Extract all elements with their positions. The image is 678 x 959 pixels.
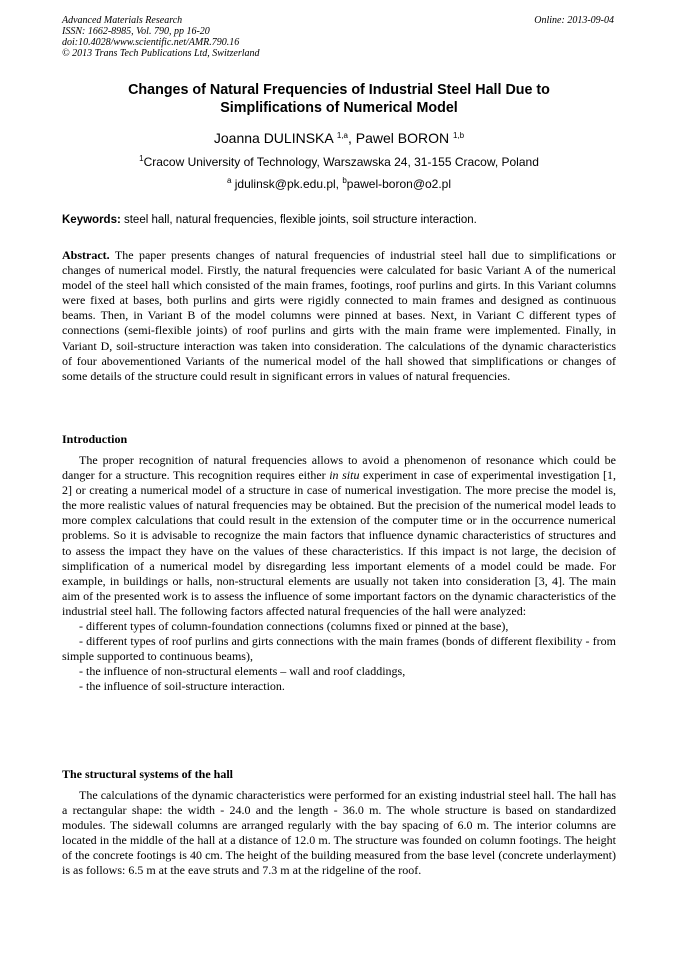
abstract-text: The paper presents changes of natural frequencies of industrial steel hall due to simplifications or changes of numerical model. Firstly, the natural frequencies were calculated for basic Variant A of the numerical model of the steel hall which consisted of the main frames, footings, roof purlins and girts. In this Variant columns were fixed at bases, both purlins and girts were rigidly connected to main frames and designed as continuous beams. Then, in Variant B of the model columns were pinned at bases. Next, in Variant C different types of connections (semi-flexible joints) of roof purlins and girts with the main frame were implemented. Finally, in Variant D, soil-structure interaction was taken into consideration. The calculations of the dynamic characteristics of four abovementioned Variants of the numerical model of the hall showed that simplifications or changes of some details of the structure could result in significant errors in values of natural frequencies. [62,248,616,383]
list-item: - different types of roof purlins and girts connections with the main frames (bonds of different flexibility - from simple supported to continuous beams), [62,634,616,664]
structural-section [62,767,616,879]
affiliation [62,155,616,170]
email-b: pawel-boron@o2.pl [346,177,452,191]
journal-header [62,15,260,59]
email-a: jdulinsk@pk.edu.pl, [231,177,343,191]
list-item: - the influence of non-structural elements – wall and roof claddings, [79,664,406,679]
abstract-label: Abstract. [62,248,110,262]
title-line-1: Changes of Natural Frequencies of Industrial Steel Hall Due to [128,82,550,98]
author-separator: , [347,130,356,146]
keywords-text: steel hall, natural frequencies, flexible joints, soil structure interaction. [120,214,477,226]
structural-heading: The structural systems of the hall [62,767,233,781]
affiliation-text: Cracow University of Technology, Warszawska 24, 31-155 Cracow, Poland [143,155,539,169]
structural-paragraph: The calculations of the dynamic characteristics were performed for an existing industrial steel hall. The hall has a rectangular shape: the width - 24.0 and the length - 36.0 m. The whole structure is based on standardized modules. The sidewall columns are arranged regularly with the bay spacing of 6.0 m. The interior columns are located in the middle of the hall at a distance of 12.0 m. The structure was founded on column footings. The height of the concrete footings is 40 cm. The height of the building measured from the base level (concrete underlayment) is as follows: 6.5 m at the eave struts and 7.3 m at the ridgeline of the roof. [62,788,616,878]
intro-text-end: experiment in case of experimental investigation [1, 2] or creating a numerical model of a structure in case of numerical investigation. The more precise the model is, the more realistic values of natural frequencies may be obtained. But the precision of the numerical model leads to more complex calculations that could result in the extension of the computer time or in the occurrence numerical problems. So it is advisable to recognize the main factors that influence dynamic characteristics of structures and to assess the impact they have on the values of these characteristics. If this impact is not large, the decision of simplification of a numerical model by disregarding less important elements of a model could be made. For example, in buildings or halls, non-structural elements are usually not taken into consideration [3, 4]. The main aim of the presented work is to assess the influence of some important factors on the dynamic characteristics of the industrial steel hall. The following factors affected natural frequencies of the hall were analyzed: [62,468,617,618]
introduction-paragraph [62,453,616,619]
author-2-affil: 1,b [453,131,465,140]
issn-line: ISSN: 1662-8985, Vol. 790, pp 16-20 [62,26,210,37]
intro-text-start: The proper recognition of natural frequencies allows to avoid a phenomenon of resonance which could be danger for a structure. This recognition requires either [62,453,616,483]
introduction-heading: Introduction [62,432,128,446]
email-b-marker: b [342,176,347,185]
doi-line: doi:10.4028/www.scientific.net/AMR.790.16 [62,37,240,48]
title-line-2: Simplifications of Numerical Model [220,100,458,116]
emails-line [62,177,616,192]
author-2: Pawel BORON [355,130,450,146]
keywords [62,213,616,228]
online-date: Online: 2013-09-04 [534,15,614,26]
copyright-line: © 2013 Trans Tech Publications Ltd, Switzerland [62,48,260,59]
email-a-marker: a [226,176,232,185]
list-item: - different types of column-foundation connections (columns fixed or pinned at the base), [79,619,509,634]
abstract [62,248,616,384]
introduction-section [62,432,616,695]
intro-italic: in situ [329,468,360,483]
list-item: - the influence of soil-structure interaction. [79,679,285,694]
paper-title [62,81,616,117]
author-1: Joanna DULINSKA [213,130,333,146]
journal-name: Advanced Materials Research [62,15,183,26]
authors-line [62,129,616,147]
affiliation-marker: 1 [139,154,144,163]
keywords-label: Keywords: [62,214,121,226]
author-1-affil: 1,a [336,131,348,140]
